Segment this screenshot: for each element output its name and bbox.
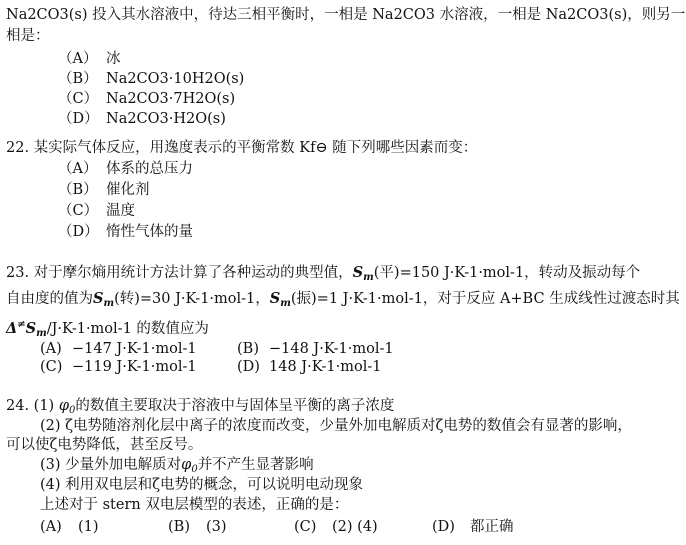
q22-option-c: （C） 温度	[58, 203, 135, 219]
q23-stem-line3: $\Delta^\ne S_m/J\cdot K-1\cdot mol-1$ 的数值应为	[6, 315, 209, 343]
activation-entropy-symbol: $\Delta^\ne S_m$	[6, 319, 47, 339]
q22-option-a: （A） 体系的总压力	[58, 161, 193, 177]
q23-option-a: (A) −147 J·K-1·mol-1	[40, 341, 197, 357]
q24-line5: (4) 利用双电层和ζ电势的概念，可以说明电动现象	[40, 477, 364, 493]
q21-option-b: （B） Na2CO3·10H2O(s)	[58, 71, 245, 87]
q23-option-c: (C) −119 J·K-1·mol-1	[40, 359, 197, 375]
q24-option-a: (A) (1)	[40, 519, 99, 535]
entropy-symbol: $S_m$	[269, 290, 291, 309]
entropy-symbol: $S_m$	[93, 290, 115, 309]
q24-option-c: (C) (2) (4)	[294, 519, 378, 535]
q22-option-b: （B） 催化剂	[58, 182, 150, 198]
q21-option-a: （A） 冰	[58, 51, 121, 67]
phi0-symbol: $\varphi_0$	[181, 457, 198, 475]
q22-option-d: （D） 惰性气体的量	[58, 224, 193, 240]
q24-line4: (3) 少量外加电解质对$\varphi_0$并不产生显著影响	[40, 457, 314, 475]
q23-stem-line1: 23. 对于摩尔熵用统计方法计算了各种运动的典型值，$S_m$(平)=150 J·K-1·mol-1，转动及振动每个	[6, 263, 640, 287]
q21-stem-line1	[6, 6, 685, 25]
q21-option-c: （C） Na2CO3·7H2O(s)	[58, 91, 236, 107]
q21-stem-text1: Na2CO3(s) 投入其水溶液中，待达三相平衡时，一相是 Na2CO3 水溶液，一相是 Na2CO3(s)，则另一	[6, 7, 686, 23]
phi0-symbol: $\varphi_0$	[58, 398, 76, 416]
q24-line3: 可以使ζ电势降低，甚至反号。	[6, 437, 203, 453]
q21-stem-line2: 相是：	[6, 28, 50, 44]
entropy-symbol: $S_m$	[352, 264, 374, 283]
q23-stem-line2: 自由度的值为$S_m$(转)=30 J·K-1·mol-1，$S_m$(振)=1 J·K-1·mol-1，对于反应 A+BC 生成线性过渡态时其	[6, 289, 680, 313]
q21-option-d: （D） Na2CO3·H2O(s)	[58, 111, 226, 127]
q24-option-b: (B) (3)	[168, 519, 227, 535]
q24-line1: 24. (1) $\varphi_0$的数值主要取决于溶液中与固体呈平衡的离子浓度	[6, 398, 395, 416]
q23-option-b: (B) −148 J·K-1·mol-1	[237, 341, 394, 357]
q23-option-d: (D) 148 J·K-1·mol-1	[237, 359, 382, 375]
q22-stem: 22. 某实际气体反应，用逸度表示的平衡常数 Kf⊖ 随下列哪些因素而变：	[6, 140, 478, 156]
q24-line6: 上述对于 stern 双电层模型的表述，正确的是：	[40, 497, 349, 513]
q24-line2: (2) ζ电势随溶剂化层中离子的浓度而改变，少量外加电解质对ζ电势的数值会有显著的影响，	[40, 418, 632, 434]
q24-option-d: (D) 都正确	[432, 519, 514, 535]
